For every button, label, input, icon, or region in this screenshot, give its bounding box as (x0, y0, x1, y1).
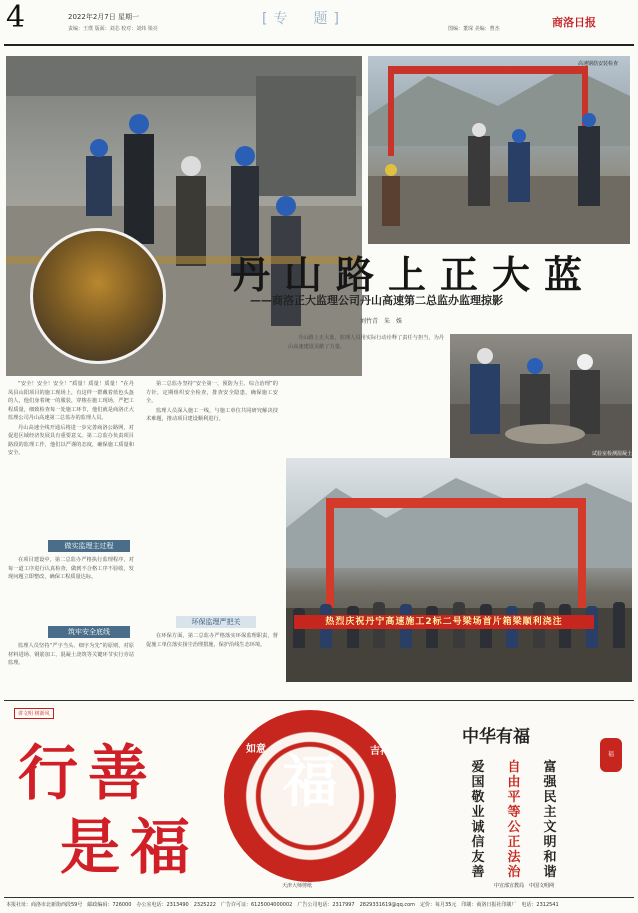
photo-lab-test (450, 334, 632, 458)
ad-headline-line1: 行善 (18, 739, 158, 809)
photo-group-celebration (286, 458, 632, 682)
article-column-1 (8, 380, 134, 536)
papercut-left-label: 如意 (246, 744, 266, 755)
article-column-1c (8, 642, 134, 698)
newspaper-logo: 商洛日报 (552, 16, 596, 29)
papercut-credit: 天津大师剪纸 (282, 883, 313, 889)
article-paragraph: 丹山路上正大蓝，监理人员用实际行动诠释了责任与担当，为丹山高速建设贡献了力量。 (288, 335, 444, 350)
design-credits: 图编：董琛 美编：曹杰 (448, 26, 500, 32)
article-subtitle: ——商洛正大监理公司丹山高速第二总监办监理掠影 (250, 294, 503, 307)
caption-lab: 试验室检测混凝土 (592, 451, 633, 457)
papercut-fu-character: 福 (282, 749, 338, 815)
article-paragraph: 监理人员坚持“严字当头、细字为先”的原则，对原材料进场、钢筋加工、混凝土浇筑等关键环节实行旁站监理。 (8, 643, 134, 666)
article-title: 丹山路上正大蓝 (232, 252, 597, 297)
article-paragraph: 在项目建设中，第二总监办严格执行监理程序，对每一道工序进行认真检查，做到不合格工序不验收，发现问题立即整改，确保工程质量达标。 (8, 557, 134, 580)
footer-rule (4, 897, 634, 898)
subhead-safety: 筑牢安全底线 (48, 626, 130, 638)
article-column-2 (146, 380, 278, 612)
ad-headline-line2: 是福 (60, 813, 200, 883)
papercut-right-label: 吉祥 (370, 746, 390, 757)
section-divider (4, 700, 634, 701)
celebration-banner: 热烈庆祝丹宁高速施工2标二号梁场首片箱梁顺利浇注 (294, 615, 594, 629)
article-paragraph: 丹山高速全线开通后将进一步完善商洛公路网，对促进区域经济发展具有重要意义。第二总监办负责项目路段的监理工作，他们以严谨的态度，确保施工质量和安全。 (8, 424, 134, 456)
section-label: [专 题] (262, 11, 345, 27)
article-column-3 (288, 334, 444, 454)
article-paragraph: “安全！安全！安全！”质量！质量！质量！”在丹凤县山阳项目的施工现场上，有这样一群戴着蓝色头盔的人，他们身着统一的服装，穿梭在施工现场，严把工程质量，细致检查每一处施工环节，他们就是商洛正大监理公司丹山高速第二总监办的监理人员。 (8, 381, 134, 421)
article-column-1b (8, 556, 134, 622)
ad-seal: 福 (600, 738, 622, 772)
editor-credits: 责编：王璞 版面：刘芯 校对：刘炜 梁亮 (68, 26, 158, 32)
article-paragraph: 监理人员深入施工一线，与施工单位共同研究解决技术难题，推动项目建设顺利进行。 (146, 407, 278, 422)
ad-badge: 讲文明 树新风 (14, 708, 54, 719)
newspaper-footer: 本报社址：商洛市北新街西段59号 邮政编码：726000 办公室电话：2313490 2325222 广告许可证：6125004000002 广告公司电话：2317997 2829331619@qq.com 定价：每月35元 印刷：商洛日报社印刷厂 电话：2312541 (6, 902, 559, 908)
subhead-environment: 环保监理严把关 (176, 616, 256, 628)
core-values-line-1: 富强民主文明和谐 (543, 760, 557, 880)
page-number: 4 (6, 0, 26, 35)
core-values-line-3: 爱国敬业诚信友善 (471, 760, 485, 880)
photo-rebar-scene (368, 56, 630, 244)
ad-right-title: 中华有福 (462, 727, 530, 747)
photo-lab-scene (450, 334, 632, 458)
inset-photo-rebar-inspection (30, 228, 166, 364)
header-rule (4, 44, 634, 46)
article-paragraph: 在环保方面，第二总监办严格落实环保监理职责，督促施工单位落实扬尘治理措施，保护沿线生态环境。 (146, 633, 278, 648)
article-column-2b (146, 632, 278, 698)
subhead-process: 做实监理主过程 (48, 540, 130, 552)
caption-rebar: 高速钢筋安装检查 (578, 61, 619, 67)
issue-date: 2022年2月7日 星期一 (68, 13, 139, 21)
article-byline: 刘竹青 朱 姝 (360, 318, 403, 325)
photo-rebar-check (368, 56, 630, 244)
person-figure (613, 602, 625, 648)
core-values-line-2: 自由平等公正法治 (507, 760, 521, 880)
ad-footer-credit: 中宣部宣教局 中国文明网 (494, 883, 555, 889)
article-paragraph: 第二总监办坚持“安全第一、预防为主、综合治理”的方针，定期组织安全检查，排查安全隐患，确保施工安全。 (146, 381, 278, 404)
photo-group-scene (286, 458, 632, 682)
